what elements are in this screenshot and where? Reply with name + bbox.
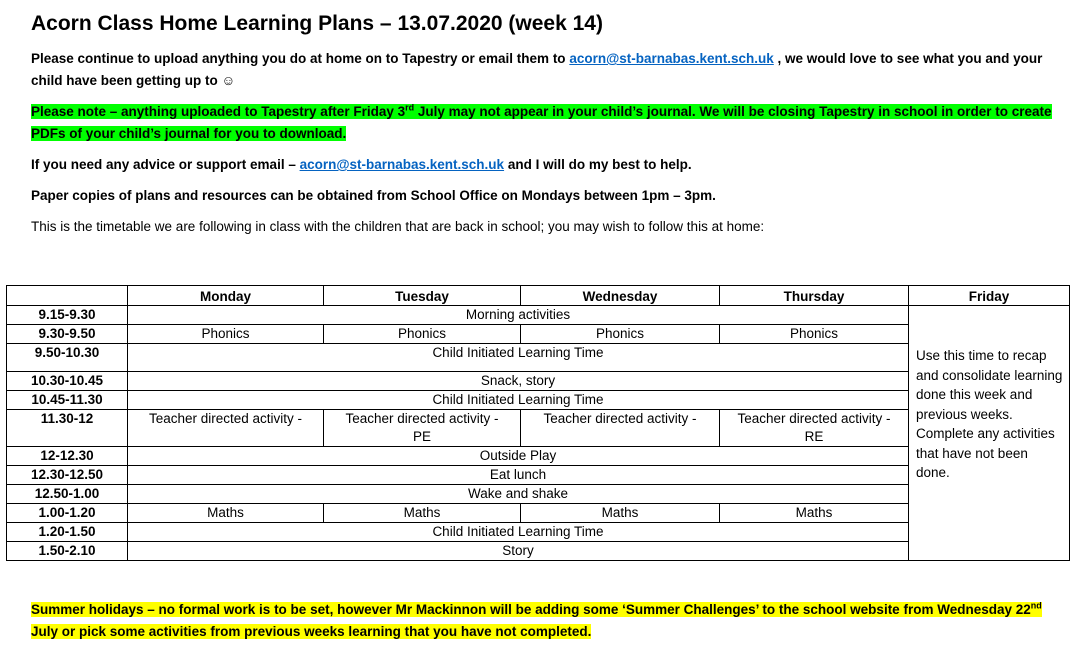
summer-notice-text: [31, 602, 1042, 639]
corner-cell: [7, 286, 128, 306]
summer-notice: [31, 599, 1061, 643]
day-header: Wednesday: [521, 286, 720, 306]
document-body: [31, 10, 1061, 238]
email-link[interactable]: acorn@st-barnabas.kent.sch.uk: [569, 51, 774, 66]
upload-paragraph: [31, 48, 1061, 92]
time-cell: 1.50-2.10: [7, 542, 128, 561]
summer-notice-paragraph: [31, 599, 1061, 643]
summer-sup: nd: [1030, 600, 1042, 611]
support-paragraph: [31, 154, 1061, 176]
time-cell: 11.30-12: [7, 410, 128, 447]
day-header: Tuesday: [324, 286, 521, 306]
day-header: Friday: [909, 286, 1070, 306]
time-cell: 10.30-10.45: [7, 372, 128, 391]
activity-cell: Child Initiated Learning Time: [128, 344, 909, 372]
activity-text: Teacher directed activity -: [737, 411, 891, 426]
tapestry-notice-text: [31, 104, 1052, 141]
activity-subject: PE: [412, 429, 431, 444]
timetable: [6, 285, 1070, 561]
activity-cell: Child Initiated Learning Time: [128, 523, 909, 542]
activity-cell: [720, 410, 909, 447]
table-row: [7, 306, 1070, 325]
time-cell: 9.30-9.50: [7, 325, 128, 344]
activity-cell: Maths: [128, 504, 324, 523]
activity-cell: Maths: [720, 504, 909, 523]
summer-part-1: Summer holidays – no formal work is to be set, however Mr Mackinnon will be adding some ‘Summer Challenges’ to the school website from Wednesday 22: [31, 602, 1031, 617]
notice-part-1: Please note – anything uploaded to Tapestry after Friday 3: [31, 104, 406, 119]
support-text: If you need any advice or support email –: [31, 157, 300, 172]
upload-text: Please continue to upload anything you do at home on to Tapestry or email them to: [31, 51, 570, 66]
support-text-end: and I will do my best to help.: [504, 157, 692, 172]
activity-cell: Morning activities: [128, 306, 909, 325]
activity-cell: Maths: [521, 504, 720, 523]
time-cell: 9.15-9.30: [7, 306, 128, 325]
activity-cell: Child Initiated Learning Time: [128, 391, 909, 410]
activity-cell: Story: [128, 542, 909, 561]
support-email-link[interactable]: acorn@st-barnabas.kent.sch.uk: [299, 157, 505, 172]
tapestry-notice: [31, 101, 1061, 145]
activity-cell: Eat lunch: [128, 466, 909, 485]
activity-cell: Phonics: [324, 325, 521, 344]
activity-cell: Phonics: [521, 325, 720, 344]
timetable-intro: This is the timetable we are following in class with the children that are back in school; you may wish to follow this at home:: [31, 219, 765, 234]
notice-part-2: July may not appear in your child’s journal. We will be closing Tapestry in school in order to create PDFs of your child’s journal for you to download.: [31, 104, 1052, 141]
time-cell: 10.45-11.30: [7, 391, 128, 410]
paper-copies-paragraph: Paper copies of plans and resources can be obtained from School Office on Mondays between 1pm – 3pm.: [31, 188, 716, 203]
activity-cell: Phonics: [720, 325, 909, 344]
activity-cell: Snack, story: [128, 372, 909, 391]
activity-cell: [324, 410, 521, 447]
table-header-row: [7, 286, 1070, 306]
time-cell: 12.30-12.50: [7, 466, 128, 485]
time-cell: 9.50-10.30: [7, 344, 128, 372]
activity-cell: Phonics: [128, 325, 324, 344]
activity-cell: Teacher directed activity -: [521, 410, 720, 447]
page-title: Acorn Class Home Learning Plans – 13.07.2020 (week 14): [31, 12, 603, 35]
activity-cell: Teacher directed activity -: [128, 410, 324, 447]
activity-cell: Wake and shake: [128, 485, 909, 504]
time-cell: 12-12.30: [7, 447, 128, 466]
activity-cell: Outside Play: [128, 447, 909, 466]
notice-sup: rd: [405, 102, 415, 113]
activity-subject: RE: [804, 429, 824, 444]
time-cell: 1.20-1.50: [7, 523, 128, 542]
day-header: Thursday: [720, 286, 909, 306]
activity-text: Teacher directed activity -: [345, 411, 499, 426]
activity-cell: Maths: [324, 504, 521, 523]
friday-note: Use this time to recap and consolidate learning done this week and previous weeks. Complete any activities that have not been done.: [909, 306, 1070, 561]
upload-text-end: , we would love to see what you and your child have been getting up to ☺: [31, 51, 1043, 88]
summer-part-2: July or pick some activities from previous weeks learning that you have not completed.: [31, 624, 592, 639]
day-header: Monday: [128, 286, 324, 306]
time-cell: 1.00-1.20: [7, 504, 128, 523]
time-cell: 12.50-1.00: [7, 485, 128, 504]
